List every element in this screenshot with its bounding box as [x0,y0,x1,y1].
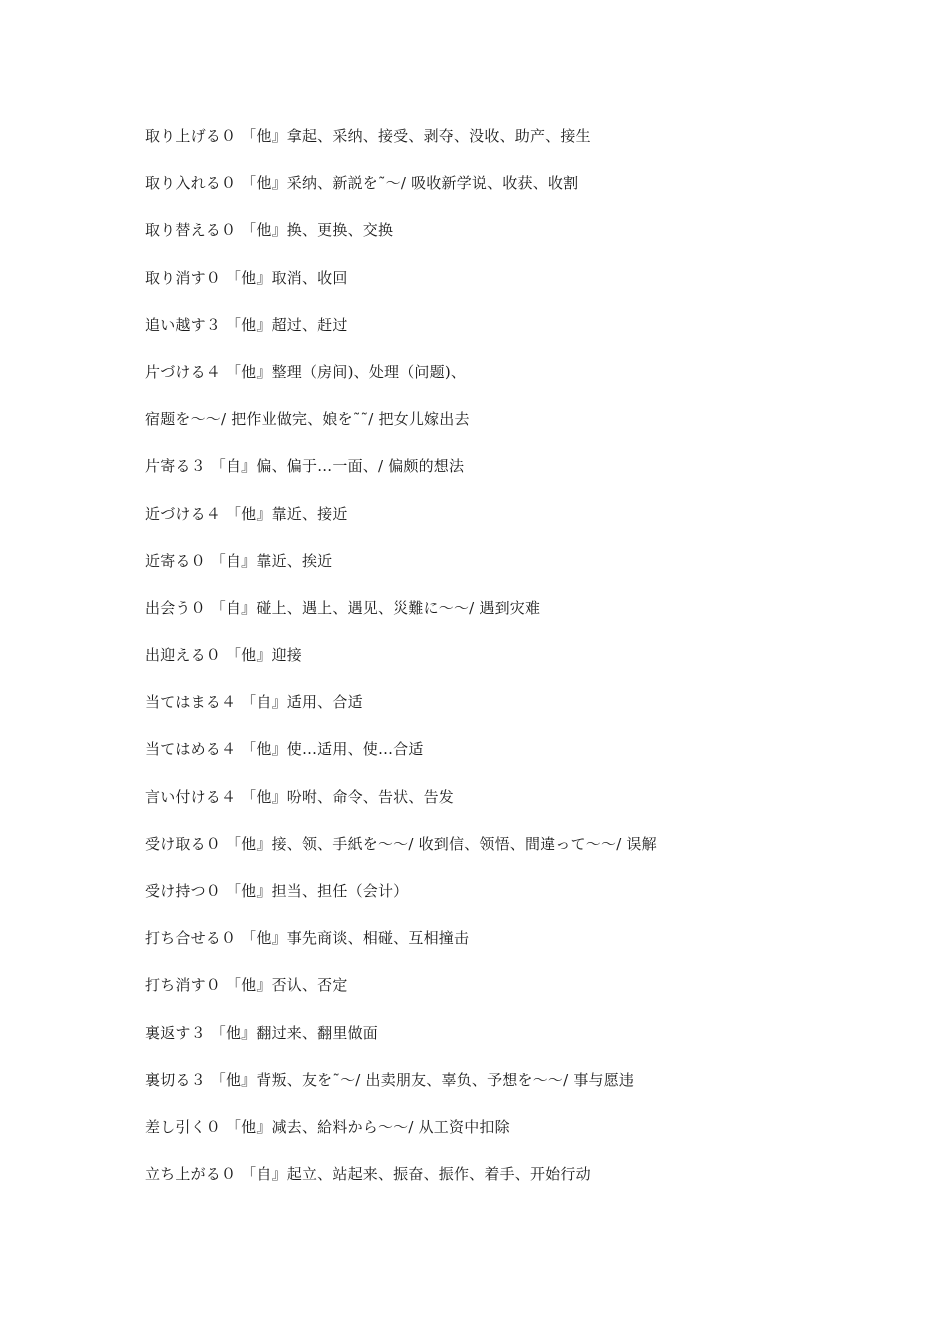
vocabulary-entry: 当てはまる４ 「自』适用、合适 [145,693,363,712]
vocabulary-entry: 片寄る３ 「自』偏、偏于…一面、/ 偏颇的想法 [145,457,465,476]
vocabulary-entry: 言い付ける４ 「他』吩咐、命令、告状、告发 [145,787,454,806]
vocabulary-entry: 出迎える０ 「他』迎接 [145,646,302,665]
vocabulary-entry: 取り替える０ 「他』换、更换、交换 [145,221,394,240]
vocabulary-entry: 近寄る０ 「自』靠近、挨近 [145,551,333,570]
vocabulary-entry: 裏返す３ 「他』翻过来、翻里做面 [145,1023,378,1042]
vocabulary-entry: 差し引く０ 「他』减去、給料から～～/ 从工资中扣除 [145,1117,510,1136]
vocabulary-entry: 裏切る３ 「他』背叛、友を˜～/ 出卖朋友、辜负、予想を～～/ 事与愿违 [145,1070,635,1089]
vocabulary-entry: 近づける４ 「他』靠近、接近 [145,504,348,523]
vocabulary-entry: 取り上げる０ 「他』拿起、采纳、接受、剥夺、没收、助产、接生 [145,127,591,145]
vocabulary-entry: 当てはめる４ 「他』使…适用、使…合适 [145,740,424,759]
vocabulary-entry: 打ち合せる０ 「他』事先商谈、相碰、互相撞击 [145,929,470,948]
vocabulary-entry: 打ち消す０ 「他』否认、否定 [145,976,348,995]
vocabulary-entry: 宿题を～～/ 把作业做完、娘を˜˜/ 把女儿嫁出去 [145,410,470,429]
vocabulary-entry: 出会う０ 「自』碰上、遇上、遇见、災難に～～/ 遇到灾难 [145,598,541,617]
vocabulary-entry: 受け取る０ 「他』接、领、手紙を～～/ 收到信、领悟、間違って～～/ 误解 [145,834,657,853]
vocabulary-entry: 片づける４ 「他』整理（房间)、处理（问题)、 [145,362,467,381]
vocabulary-list [145,124,905,1209]
vocabulary-entry: 取り消す０ 「他』取消、收回 [145,268,348,287]
vocabulary-entry: 受け持つ０ 「他』担当、担任（会计） [145,882,409,900]
vocabulary-entry: 追い越す３ 「他』超过、赶过 [145,315,348,334]
vocabulary-entry: 取り入れる０ 「他』采纳、新説を˜～/ 吸收新学说、收获、收割 [145,174,579,193]
vocabulary-entry: 立ち上がる０ 「自』起立、站起来、振奋、振作、着手、开始行动 [145,1165,591,1184]
